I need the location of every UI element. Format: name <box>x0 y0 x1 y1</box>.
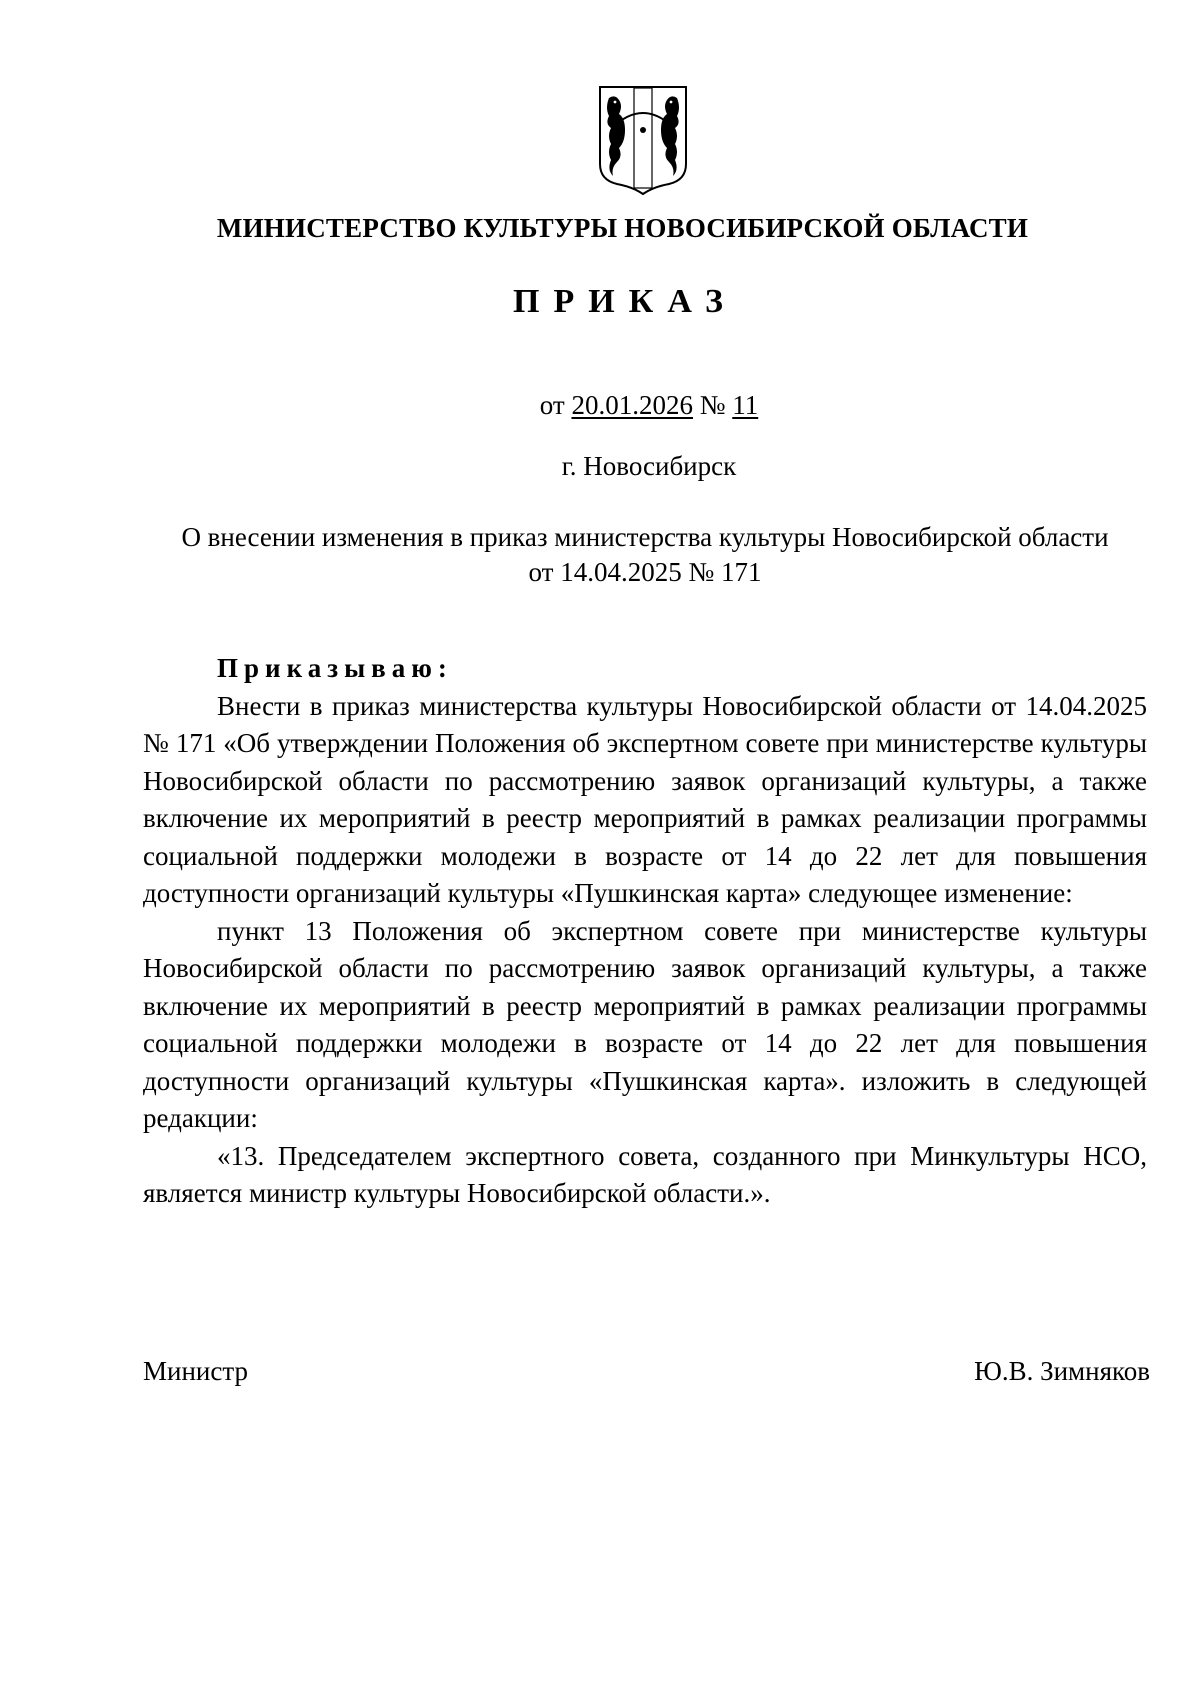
order-date: 20.01.2026 <box>571 390 693 420</box>
subject-line-1: О внесении изменения в приказ министерства культуры Новосибирской области <box>181 522 1109 552</box>
order-body <box>143 650 1147 1213</box>
date-number-line <box>0 390 1200 421</box>
paragraph-2: пункт 13 Положения об экспертном совете при министерстве культуры Новосибирской области по рассмотрению заявок организаций культуры, а также включение их мероприятий в реестр мероприятий в рамках реализации программы социальной поддержки молодежи в возрасте от 14 до 22 лет для повышения доступности организаций культуры «Пушкинская карта». изложить в следующей редакции: <box>143 915 1147 1133</box>
subject-line-2: от 14.04.2025 № 171 <box>528 557 762 587</box>
number-prefix: № <box>692 390 733 420</box>
document-type: ПРИКАЗ <box>513 283 737 320</box>
order-number: 11 <box>732 390 759 420</box>
ministry-name: МИНИСТЕРСТВО КУЛЬТУРЫ НОВОСИБИРСКОЙ ОБЛАСТИ <box>216 213 1029 243</box>
signatory-name: Ю.В. Зимняков <box>974 1356 1150 1386</box>
paragraph-3: «13. Председателем экспертного совета, созданного при Минкультуры НСО, является министр культуры Новосибирской области.». <box>143 1140 1147 1208</box>
city: г. Новосибирск <box>561 451 737 481</box>
novosibirsk-coat-of-arms-icon <box>597 84 689 196</box>
signatory-position: Министр <box>143 1356 248 1386</box>
order-subject <box>140 520 1150 590</box>
order-word: Приказываю: <box>217 653 453 683</box>
paragraph-1: Внести в приказ министерства культуры Новосибирской области от 14.04.2025 № 171 «Об утверждении Положения об экспертном совете при министерстве культуры Новосибирской области по рассмотрению заявок организаций культуры, а также включение их мероприятий в реестр мероприятий в рамках реализации программы социальной поддержки молодежи в возрасте от 14 до 22 лет для повышения доступности организаций культуры «Пушкинская карта» следующее изменение: <box>143 690 1147 908</box>
date-prefix: от <box>539 390 572 420</box>
